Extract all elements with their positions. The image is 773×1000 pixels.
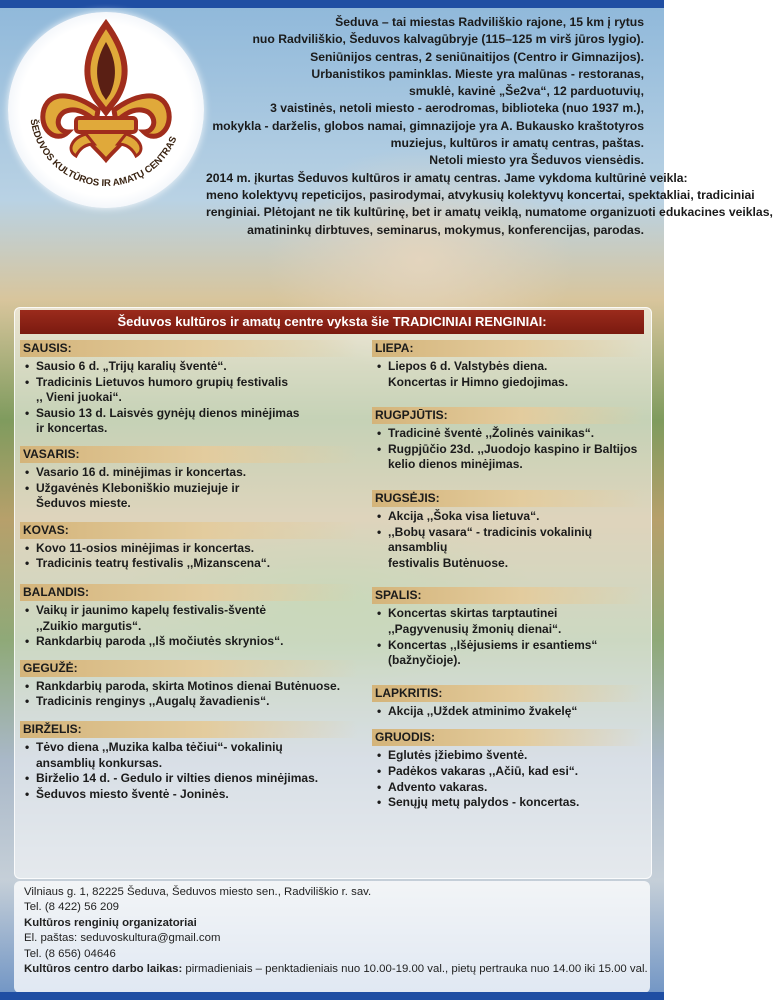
email: El. paštas: seduvoskultura@gmail.com <box>24 932 221 945</box>
month-heading: KOVAS: <box>20 522 358 539</box>
intro-line: meno kolektyvų repeticijos, pasirodymai, atvykusių kolektyvų koncertai, spektakliai, tradiciniai <box>206 187 755 202</box>
intro-text <box>206 14 773 239</box>
event-item: Koncertas ir Himno giedojimas. <box>388 374 569 389</box>
bottom-border <box>0 992 664 1000</box>
event-item: • Tradicinė šventė ,,Žolinės vainikas“. <box>372 426 644 442</box>
contact-footer <box>14 881 650 993</box>
top-border <box>0 0 664 8</box>
event-item: • Sausio 6 d. „Trijų karalių šventė“. <box>20 359 358 375</box>
month-heading: GRUODIS: <box>372 729 644 746</box>
intro-line: Netoli miesto yra Šeduvos viensėdis. <box>429 153 644 168</box>
event-item: ,,Pagyvenusių žmonių dienai“. <box>388 621 562 636</box>
event-item: • Rankdarbių paroda, skirta Motinos dienai Butėnuose. <box>20 679 358 695</box>
intro-line: Seniūnijos centras, 2 seniūnaitijos (Centro ir Gimnazijos). <box>310 49 644 64</box>
fleur-de-lis-icon <box>8 12 204 208</box>
month-heading: RUGPJŪTIS: <box>372 407 644 424</box>
event-item: (bažnyčioje). <box>388 653 461 668</box>
event-item: • Tėvo diena ,,Muzika kalba tėčiui“- vokalinių <box>20 740 358 756</box>
event-item: festivalis Butėnuose. <box>388 555 509 570</box>
event-item: ir koncertas. <box>36 421 108 436</box>
phone-main: Tel. (8 422) 56 209 <box>24 901 119 914</box>
event-item: kelio dienos minėjimas. <box>388 457 523 472</box>
event-item: • Kovo 11-osios minėjimas ir koncertas. <box>20 541 358 557</box>
event-item: ,, Vieni juokai“. <box>36 390 122 405</box>
month-heading: SAUSIS: <box>20 340 358 357</box>
intro-line: amatininkų dirbtuves, seminarus, mokymus, konferencijas, parodas. <box>247 222 644 237</box>
month-section <box>20 660 358 710</box>
phone-organizers: Tel. (8 656) 04646 <box>24 947 116 960</box>
event-item: • Sausio 13 d. Laisvės gynėjų dienos minėjimas <box>20 406 358 422</box>
event-item: ,,Zuikio margutis“. <box>36 618 142 633</box>
month-heading: SPALIS: <box>372 587 644 604</box>
event-item: • Rankdarbių paroda ,,Iš močiutės skrynios“. <box>20 634 358 650</box>
month-section <box>20 584 358 650</box>
intro-line: renginiai. Plėtojant ne tik kultūrinę, bet ir amatų veiklą, numatome organizuoti edukacines veiklas, <box>206 205 773 220</box>
events-column-right <box>372 340 644 811</box>
event-item: • Liepos 6 d. Valstybės diena. <box>372 359 644 375</box>
event-item: • Akcija ,,Uždek atminimo žvakelę“ <box>372 704 644 720</box>
intro-line: nuo Radviliškio, Šeduvos kalvagūbryje (115–125 m virš jūros lygio). <box>252 32 644 47</box>
logo-ring-text: ŠEDUVOS KULTŪROS IR AMATŲ CENTRAS <box>27 118 180 190</box>
event-item: • Vasario 16 d. minėjimas ir koncertas. <box>20 465 358 481</box>
event-item: • Birželio 14 d. - Gedulo ir vilties dienos minėjimas. <box>20 771 358 787</box>
intro-line: Urbanistikos paminklas. Mieste yra malūnas - restoranas, <box>311 66 644 81</box>
logo <box>8 12 204 208</box>
month-section <box>372 490 644 571</box>
month-section <box>20 522 358 572</box>
event-item: Šeduvos mieste. <box>36 496 131 511</box>
intro-line: mokykla - darželis, globos namai, gimnazijoje yra A. Bukausko kraštotyros <box>212 118 644 133</box>
month-heading: BALANDIS: <box>20 584 358 601</box>
event-item: • Koncertas ,,Išėjusiems ir esantiems“ <box>372 638 644 654</box>
intro-line: smuklė, kavinė „Še2va“, 12 parduotuvių, <box>408 84 644 99</box>
event-item: • ,,Bobų vasara“ - tradicinis vokalinių ansamblių <box>372 525 644 556</box>
month-heading: GEGUŽĖ: <box>20 660 358 677</box>
hours-text: pirmadieniais – penktadieniais nuo 10.00-19.00 val., pietų pertrauka nuo 14.00 iki 15.00 val. <box>182 963 648 976</box>
month-heading: BIRŽELIS: <box>20 721 358 738</box>
event-item: ansamblių konkursas. <box>36 755 163 770</box>
working-hours <box>24 962 648 977</box>
address: Vilniaus g. 1, 82225 Šeduva, Šeduvos miesto sen., Radviliškio r. sav. <box>24 886 372 898</box>
intro-line: muziejus, kultūros ir amatų centras, paštas. <box>390 136 644 151</box>
month-heading: RUGSĖJIS: <box>372 490 644 507</box>
event-item: • Senųjų metų palydos - koncertas. <box>372 795 644 811</box>
month-heading: LIEPA: <box>372 340 644 357</box>
events-column-left <box>20 340 358 802</box>
organizers-heading: Kultūros renginių organizatoriai <box>24 916 197 929</box>
event-item: • Advento vakaras. <box>372 780 644 796</box>
events-title: Šeduvos kultūros ir amatų centre vyksta šie TRADICINIAI RENGINIAI: <box>20 310 644 334</box>
month-section <box>372 587 644 668</box>
month-heading: VASARIS: <box>20 446 358 463</box>
event-item: • Šeduvos miesto šventė - Joninės. <box>20 787 358 803</box>
event-item: • Akcija ,,Šoka visa lietuva“. <box>372 509 644 525</box>
event-item: • Koncertas skirtas tarptautinei <box>372 606 644 622</box>
event-item: • Tradicinis teatrų festivalis ,,Mizanscena“. <box>20 556 358 572</box>
event-item: • Rugpjūčio 23d. ,,Juodojo kaspino ir Baltijos <box>372 442 644 458</box>
month-section <box>372 407 644 473</box>
month-section <box>20 340 358 437</box>
month-section <box>372 729 644 810</box>
month-heading: LAPKRITIS: <box>372 685 644 702</box>
event-item: • Tradicinis renginys ,,Augalų žavadienis“. <box>20 694 358 710</box>
event-item: • Tradicinis Lietuvos humoro grupių festivalis <box>20 375 358 391</box>
intro-line: 2014 m. įkurtas Šeduvos kultūros ir amatų centras. Jame vykdoma kultūrinė veikla: <box>206 170 688 185</box>
month-section <box>372 685 644 720</box>
month-section <box>20 446 358 512</box>
intro-line: Šeduva – tai miestas Radviliškio rajone, 15 km į rytus <box>335 15 644 29</box>
event-item: • Padėkos vakaras ,,Ačiū, kad esi“. <box>372 764 644 780</box>
month-section <box>20 721 358 802</box>
month-section <box>372 340 644 390</box>
intro-line: 3 vaistinės, netoli miesto - aerodromas, biblioteka (nuo 1937 m.), <box>270 101 644 116</box>
event-item: • Eglutės įžiebimo šventė. <box>372 748 644 764</box>
event-item: • Užgavėnės Kleboniškio muziejuje ir <box>20 481 358 497</box>
event-item: • Vaikų ir jaunimo kapelų festivalis-šventė <box>20 603 358 619</box>
hours-label: Kultūros centro darbo laikas: <box>24 963 183 976</box>
